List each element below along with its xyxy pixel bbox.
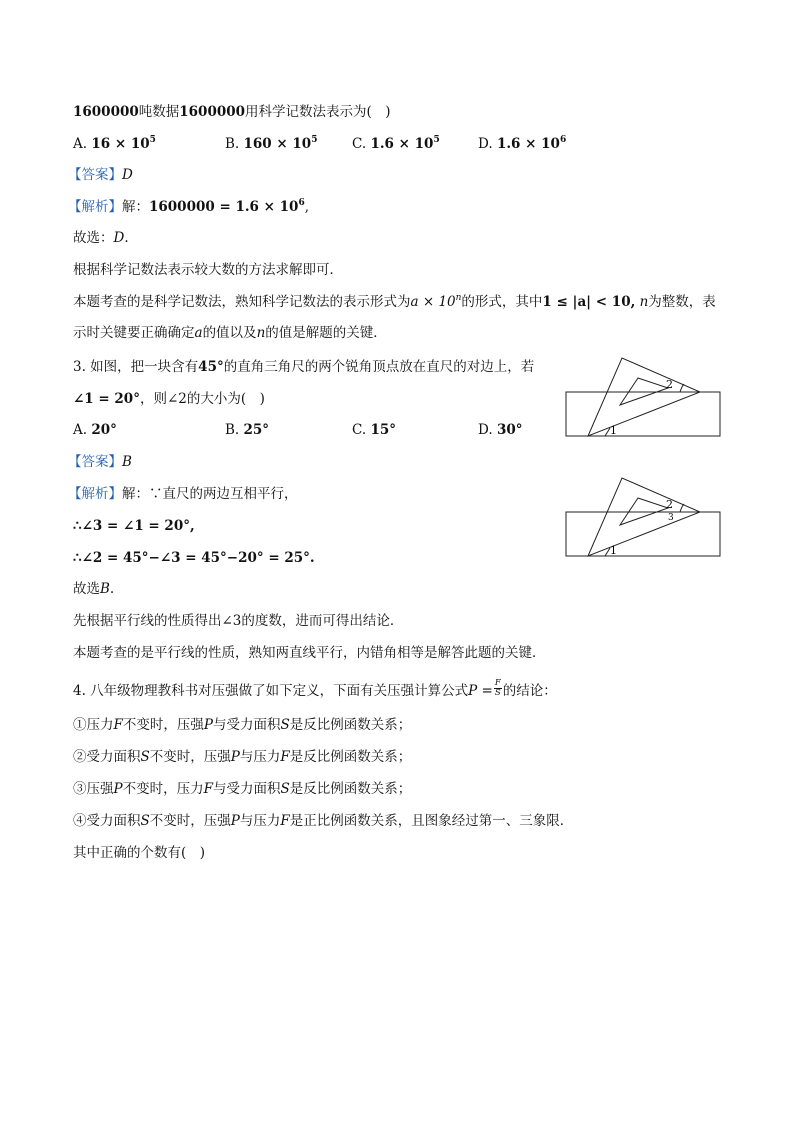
- pressure-fraction: $\frac{F}{S}$: [494, 678, 501, 698]
- q4-statement-2: ②受力面积S不变时，压强P与压力F是反比例函数关系；: [73, 749, 412, 765]
- answer-tag: 【答案】: [68, 454, 122, 470]
- analysis-tag: 【解析】: [68, 199, 122, 215]
- angle-arc-2: [680, 504, 684, 512]
- angle-label-1: 1: [610, 424, 617, 437]
- q2-review-line-1: 本题考查的是科学记数法，熟知科学记数法的表示形式为$a \times 10^n$的形式，其中1 ≤ |a| < 10, n为整数，表: [73, 293, 716, 310]
- q2-answer: 【答案】D: [68, 167, 133, 183]
- q2-stem-lead: 1600000: [73, 104, 139, 120]
- q2-option-b[interactable]: B. $160 \times 10^5$: [225, 135, 318, 152]
- q3-choice: 故选B.: [73, 581, 115, 597]
- q2-review-line-2: 示时关键要正确确定a的值以及n的值是解题的关键．: [73, 325, 387, 341]
- angle-label-2: 2: [666, 498, 673, 511]
- angle-arc-2: [680, 384, 684, 392]
- q2-stem: 1600000吨数据1600000用科学记数法表示为( ): [73, 104, 391, 120]
- q4-statement-1: ①压力F不变时，压强P与受力面积S是反比例函数关系；: [73, 717, 412, 733]
- q2-analysis: 【解析】解：$1600000 = 1.6 \times 10^6$,: [68, 198, 310, 215]
- q3-analysis-line-3: ∴∠2 = 45°−∠3 = 45°−20° = 25°.: [73, 550, 315, 566]
- q3-option-a[interactable]: A. 20°: [73, 422, 117, 438]
- q2-choice: 故选：D.: [73, 230, 129, 246]
- q3-stem-line-2: ∠1 = 20°，则∠2的大小为( ): [73, 391, 265, 407]
- q3-stem-line-1: 3. 如图，把一块含有45°的直角三角尺的两个锐角顶点放在直尺的对边上，若: [73, 359, 535, 375]
- q4-ending: 其中正确的个数有( ): [73, 845, 206, 861]
- q2-option-d[interactable]: D. $1.6 \times 10^6$: [478, 135, 567, 152]
- q3-analysis-line-2: ∴∠3 = ∠1 = 20°,: [73, 518, 195, 534]
- q2-option-a[interactable]: A. $16 \times 10^5$: [73, 135, 156, 152]
- q3-method: 先根据平行线的性质得出∠3的度数，进而可得出结论．: [73, 613, 404, 629]
- analysis-tag: 【解析】: [68, 486, 122, 502]
- q4-stem: 4. 八年级物理教科书对压强做了如下定义，下面有关压强计算公式P = $\frac{F}{S}$ 的结论：: [73, 678, 557, 699]
- q3-analysis-line-1: 【解析】解：∵直尺的两边互相平行，: [68, 486, 298, 502]
- angle-label-2: 2: [666, 378, 673, 391]
- q4-statement-3: ③压强P不变时，压力F与受力面积S是反比例函数关系；: [73, 781, 412, 797]
- q3-figure-ruler-triangle: [560, 350, 730, 445]
- q3-review: 本题考查的是平行线的性质，熟知两直线平行，内错角相等是解答此题的关键．: [73, 645, 546, 661]
- q3-option-d[interactable]: D. 30°: [478, 422, 523, 438]
- q3-answer: 【答案】B: [68, 454, 132, 470]
- angle-label-3: 3: [668, 513, 674, 523]
- answer-tag: 【答案】: [68, 167, 122, 183]
- q3-figure-analysis: [560, 470, 730, 565]
- q3-option-b[interactable]: B. 25°: [225, 422, 270, 438]
- q2-option-c[interactable]: C. $1.6 \times 10^5$: [352, 135, 440, 152]
- q4-statement-4: ④受力面积S不变时，压强P与压力F是正比例函数关系，且图象经过第一、三象限．: [73, 813, 574, 829]
- angle-label-1: 1: [610, 544, 617, 557]
- q3-option-c[interactable]: C. 15°: [352, 422, 396, 438]
- q2-method: 根据科学记数法表示较大数的方法求解即可．: [73, 262, 343, 278]
